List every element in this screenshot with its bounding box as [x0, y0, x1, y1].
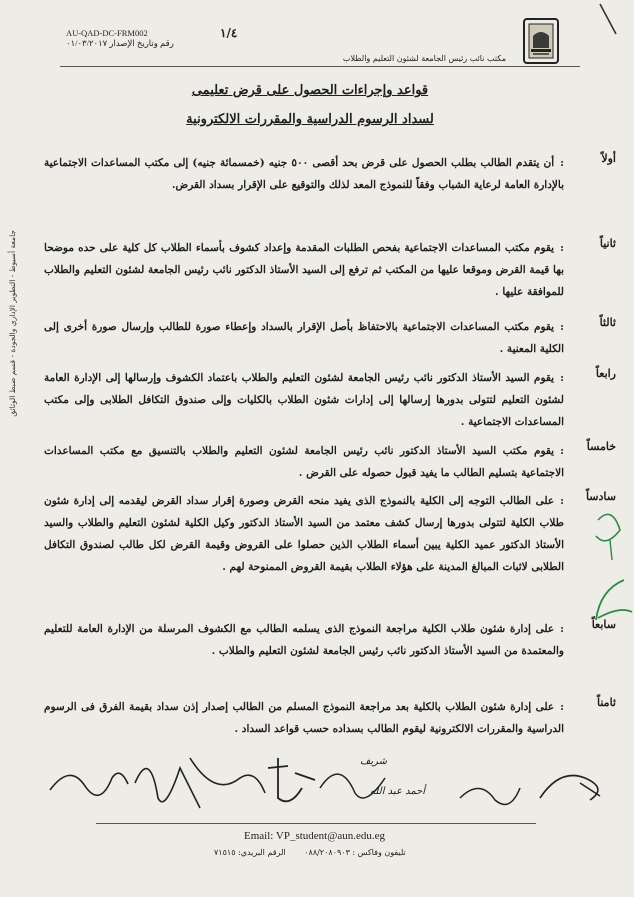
office-name: مكتب نائب رئيس الجامعة لشئون التعليم والطلاب — [342, 54, 506, 63]
footer-email — [244, 830, 385, 842]
university-logo-icon — [521, 18, 561, 64]
email-label: Email: — [244, 830, 274, 842]
article-label: أولاً — [601, 152, 616, 165]
page-number: ١/٤ — [220, 26, 238, 40]
email-address[interactable]: VP_student@aun.edu.eg — [275, 830, 386, 842]
title-line-2: لسداد الرسوم الدراسية والمقررات الالكترونية — [186, 112, 434, 127]
article-label: خامساً — [586, 440, 616, 453]
signature-name: شريف — [360, 756, 388, 767]
document-code-block — [66, 28, 174, 48]
document-code: AU-QAD-DC-FRM002 — [66, 28, 148, 38]
footer-contact — [214, 848, 406, 857]
issue-date: رقم وتاريخ الإصدار ٠١/٠٣/٢٠١٧ — [66, 38, 174, 48]
footer-divider — [96, 823, 536, 824]
signature-name: أحمد عبد الله — [370, 786, 426, 797]
article-label: ثامناً — [597, 696, 616, 709]
article-text: :يقوم مكتب المساعدات الاجتماعية بالاحتفاظ بأصل الإقرار بالسداد وإعطاء صورة للطالب وإرسال صورة أخرى إلى الكلية المعنية . — [44, 321, 564, 355]
article-text: :على إدارة شئون الطلاب بالكلية بعد مراجعة النموذج المسلم من الطالب إصدار إذن سداد بقيمة الفرق فى الرسوم الدراسية والمقررات الالكترونية ليقوم الطالب بسداده حسب قواعد السداد . — [44, 701, 564, 735]
article-label: رابعاً — [595, 367, 616, 380]
article-label: سابعاً — [591, 618, 616, 631]
article-text: :على إدارة شئون طلاب الكلية مراجعة النموذج الذى يسلمه الطالب مع الكشوف المرسلة من الإدارة العامة للتعليم والمعتمدة من السيد الأستاذ الدكتور نائب رئيس الجامعة لشئون التعليم والطلاب . — [44, 623, 564, 657]
article-label: ثالثاً — [599, 316, 616, 329]
title-line-1: قواعد وإجراءات الحصول على قرض تعليمى — [191, 83, 429, 98]
document-subtitle — [100, 112, 520, 127]
article-label: سادساً — [585, 490, 616, 503]
signatures-area — [40, 738, 620, 828]
header-divider — [60, 66, 580, 67]
article-text: :على الطالب التوجه إلى الكلية بالنموذج الذى يفيد منحه القرض وصورة إقرار سداد القرض ليقدمه إلى إدارة شئون طلاب الكلية لتتولى بدورها إرسال كشف معتمد من السيد الأستاذ الدكتور وكيل الكلية لشئون التعليم والطلاب والسيد الأستاذ الدكتور عميد الكلية يبين أسماء الطلاب الذين حصلوا على القروض وقيمة القرض لكل طالب لصندوق التكافل الطلابى لاثبات المبالغ المدينة على هؤلاء الطلاب بقيمة القروض الممنوحة لهم . — [44, 495, 564, 573]
article-text: :يقوم السيد الأستاذ الدكتور نائب رئيس الجامعة لشئون التعليم والطلاب باعتماد الكشوف وإرسالها إلى الإدارة العامة لشئون التعليم لتتولى بدورها إرسالها إلى إدارات شئون الطلاب بالكليات وإلى صندوق التكافل الطلابى وإلى مكتب المساعدات الاجتماعية . — [44, 372, 564, 428]
article-text: :يقوم مكتب المساعدات الاجتماعية بفحص الطلبات المقدمة وإعداد كشوف بأسماء الطلاب كل كلية على حده موضحا بها قيمة القرض وموقعا عليها من المكتب ثم ترفع إلى السيد الأستاذ الدكتور نائب رئيس الجامعة لشئون التعليم والطلاب للموافقة عليها . — [44, 242, 564, 298]
article-text: :أن يتقدم الطالب بطلب الحصول على قرض بحد أقصى ٥٠٠ جنيه (خمسمائة جنيه) إلى مكتب المساعدات الاجتماعية بالإدارة العامة لرعاية الشباب وفقاً للنموذج المعد لذلك والتوقيع على الإقرار بسداد القرض. — [44, 157, 565, 191]
article-text: :يقوم مكتب السيد الأستاذ الدكتور نائب رئيس الجامعة لشئون التعليم والطلاب بالتنسيق مع مكتب المساعدات الاجتماعية بتسليم الطالب ما يفيد قبول حصوله على القرض . — [44, 445, 564, 479]
article-label: ثانياً — [599, 237, 616, 250]
side-margin-text: جامعة أسيوط - التطوير الإداري والجودة - قسم ضبط الوثائق — [8, 230, 17, 417]
document-title — [100, 83, 520, 98]
signature-strokes-icon — [40, 738, 620, 828]
postal-code: الرقم البريدي: ٧١٥١٥ — [214, 848, 286, 857]
phone-fax: تليفون وفاكس : ٠٨٨/٢٠٨٠٩٠٣ — [304, 848, 406, 857]
